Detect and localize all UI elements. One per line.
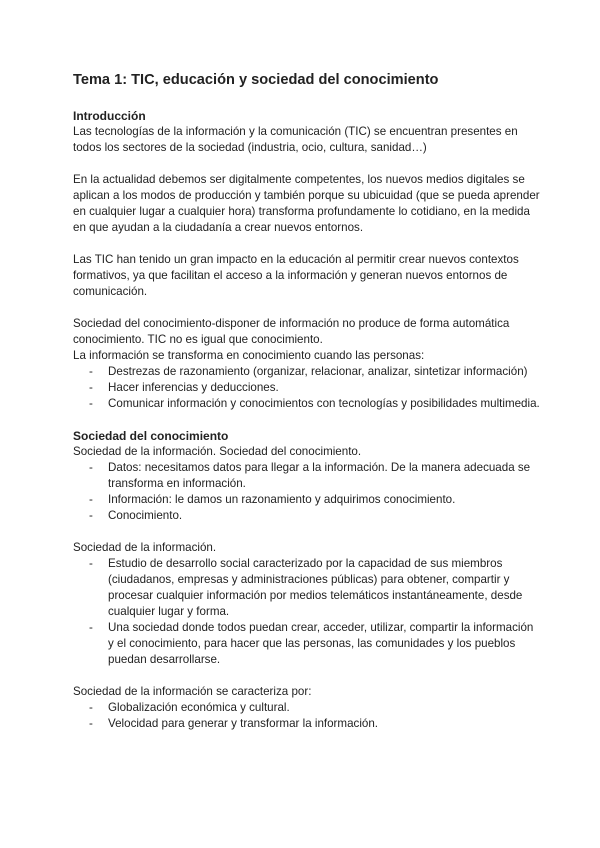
- characteristics-list: [73, 700, 540, 732]
- data-info-knowledge-list: [73, 460, 540, 524]
- information-society-list: [73, 556, 540, 668]
- skills-list: [73, 364, 540, 412]
- list-item: - Estudio de desarrollo social caracterizado por la capacidad de sus miembros (ciudadanos, empresas y administraciones públicas) para obtener, compartir y procesar cualquier información por medios telemáticos instantáneamente, desde cualquier lugar y forma.: [89, 557, 523, 618]
- section-heading-knowledge-society: Sociedad del conocimiento: [73, 429, 229, 443]
- intro-paragraph-4: Sociedad del conocimiento-disponer de información no produce de forma automática conocimiento. TIC no es igual que conocimiento.: [73, 317, 510, 346]
- list-item: - Información: le damos un razonamiento y adquirimos conocimiento.: [89, 493, 456, 506]
- section-heading-intro: Introducción: [73, 109, 146, 123]
- intro-paragraph-1: Las tecnologías de la información y la comunicación (TIC) se encuentran presentes en todos los sectores de la sociedad (industria, ocio, cultura, sanidad…): [73, 125, 518, 154]
- list-item: - Datos: necesitamos datos para llegar a la información. De la manera adecuada se transforma en información.: [89, 461, 531, 490]
- information-society-heading: Sociedad de la información.: [73, 541, 217, 554]
- characteristics-heading: Sociedad de la información se caracteriza por:: [73, 685, 312, 698]
- intro-paragraph-3: Las TIC han tenido un gran impacto en la educación al permitir crear nuevos contextos formativos, ya que facilitan el acceso a la información y generan nuevos entornos de comunicación.: [73, 253, 519, 298]
- list-item: - Destrezas de razonamiento (organizar, relacionar, analizar, sintetizar información): [89, 365, 528, 378]
- society-lead: Sociedad de la información. Sociedad del conocimiento.: [73, 445, 362, 458]
- list-item: - Una sociedad donde todos puedan crear, acceder, utilizar, compartir la información y el conocimiento, para hacer que las personas, las comunidades y los pueblos puedan desarrollarse.: [89, 621, 534, 666]
- list-item: - Velocidad para generar y transformar la información.: [89, 717, 379, 730]
- list-item: - Globalización económica y cultural.: [89, 701, 290, 714]
- list-item: - Comunicar información y conocimientos con tecnologías y posibilidades multimedia.: [89, 397, 540, 410]
- list-item: - Conocimiento.: [89, 509, 183, 522]
- intro-paragraph-5: La información se transforma en conocimiento cuando las personas:: [73, 349, 425, 362]
- document-title: Tema 1: TIC, educación y sociedad del conocimiento: [73, 72, 439, 88]
- intro-paragraph-2: En la actualidad debemos ser digitalmente competentes, los nuevos medios digitales se aplican a los modos de producción y también porque su ubicuidad (que se pueda aprender en cualquier lugar a cualquier hora) transforma profundamente lo cotidiano, en la medida en que ayudan a la ciudadanía a crear nuevos entornos.: [73, 173, 540, 234]
- list-item: - Hacer inferencias y deducciones.: [89, 381, 279, 394]
